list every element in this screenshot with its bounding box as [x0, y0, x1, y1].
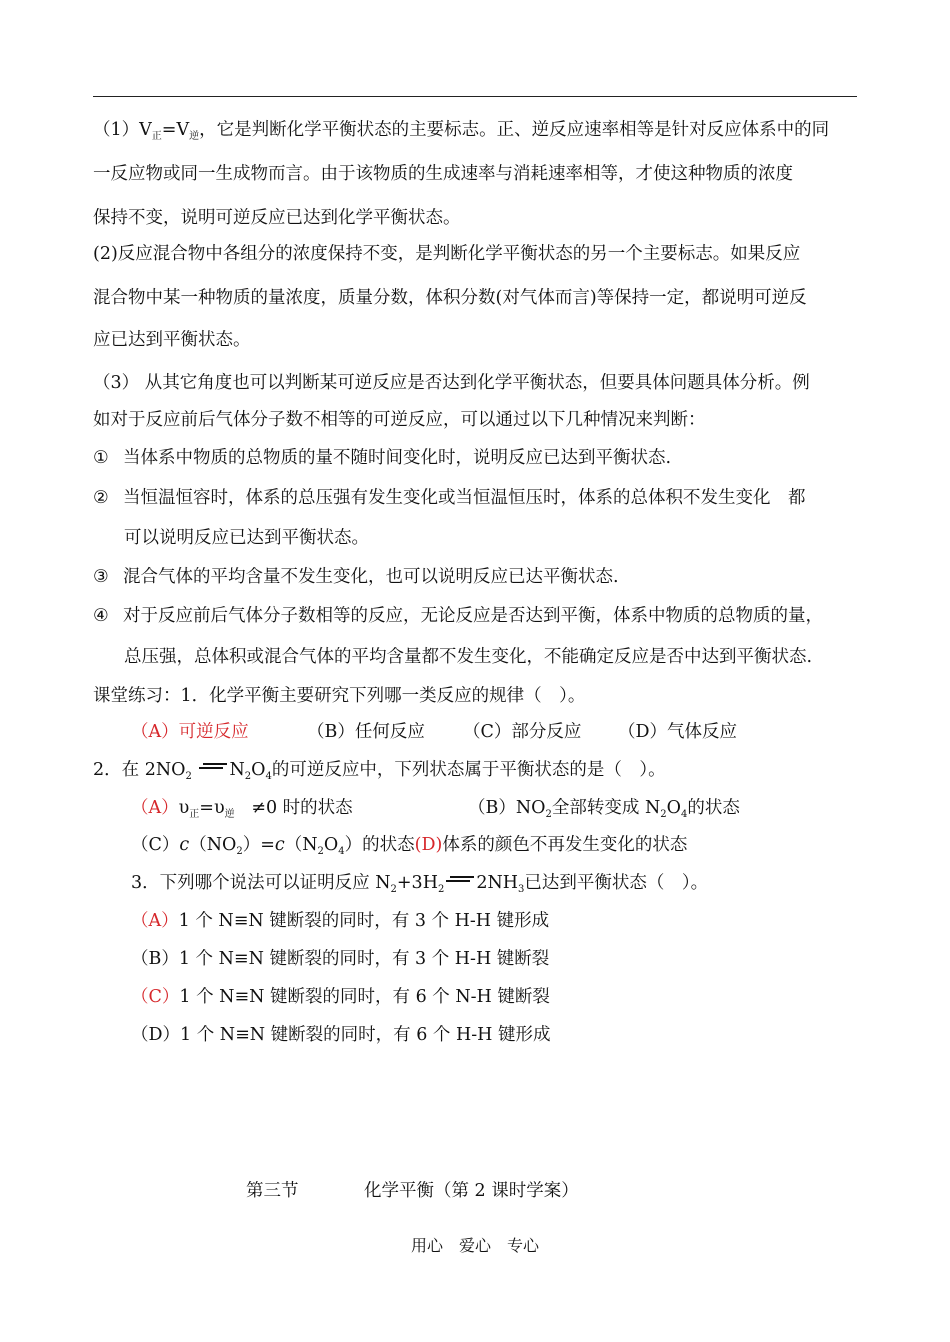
- list-item-3: ③ 混合气体的平均含量不发生变化，也可以说明反应已达平衡状态.: [93, 567, 619, 587]
- page-footer: 用心 爱心 专心: [410, 1236, 539, 1255]
- section-title: 化学平衡（第 2 课时学案）: [364, 1181, 579, 1201]
- section-label: 第三节: [246, 1181, 299, 1201]
- list-item-1: ① 当体系中物质的总物质的量不随时间变化时，说明反应已达到平衡状态.: [93, 448, 672, 468]
- q2-option-a: $(A)\upsilon_正=\upsilon_逆$ ≠0 时的状态: [131, 798, 353, 820]
- equilibrium-arrow-icon: [199, 761, 227, 771]
- q2-option-c-d: $(C)c(NO_2)=c(N_2O_4)$的状态(D)体系的颜色不再发生变化的状态: [131, 835, 688, 857]
- question-2: 2．在 $2NO_2$ $N_2O_4$的可逆反应中，下列状态属于平衡状态的是（ ）。: [93, 760, 666, 782]
- q3-option-a: （A）1 个 N≡N 键断裂的同时，有 3 个 H-H 键形成: [131, 911, 550, 931]
- q3-option-c: （C）1 个 N≡N 键断裂的同时，有 6 个 N-H 键断裂: [131, 987, 550, 1007]
- q3-option-b: （B）1 个 N≡N 键断裂的同时，有 3 个 H-H 键断裂: [131, 949, 550, 969]
- header-rule: [93, 96, 857, 97]
- q2-option-b: $(B)NO_2$全部转变成 $N_2O_4$的状态: [468, 798, 740, 820]
- list-item-4: ④ 对于反应前后气体分子数相等的反应，无论反应是否达到平衡，体系中物质的总物质的量，: [93, 606, 823, 626]
- para2-line1: (2)反应混合物中各组分的浓度保持不变，是判断化学平衡状态的另一个主要标志。如果反应: [93, 244, 801, 264]
- para2-line3: 应已达到平衡状态。: [93, 330, 251, 350]
- q1-option-a: （A）可逆反应: [131, 722, 249, 742]
- para3-line1: （3） 从其它角度也可以判断某可逆反应是否达到化学平衡状态，但要具体问题具体分析。例: [93, 373, 810, 393]
- para2-line2: 混合物中某一种物质的量浓度，质量分数，体积分数(对气体而言)等保持一定，都说明可逆反: [93, 288, 807, 308]
- para3-line2: 如对于反应前后气体分子数不相等的可逆反应，可以通过以下几种情况来判断：: [93, 410, 706, 430]
- list-item-4-cont: 总压强，总体积或混合气体的平均含量都不发生变化，不能确定反应是否中达到平衡状态.: [124, 647, 813, 667]
- equilibrium-arrow-icon: [446, 874, 474, 884]
- q1-option-d: （D）气体反应: [618, 722, 738, 742]
- q1-option-b: （B）任何反应: [307, 722, 425, 742]
- q1-option-c: （C）部分反应: [463, 722, 582, 742]
- list-item-2-cont: 可以说明反应已达到平衡状态。: [124, 528, 369, 548]
- question-1: 课堂练习：1．化学平衡主要研究下列哪一类反应的规律（ ）。: [93, 686, 586, 706]
- question-3: 3．下列哪个说法可以证明反应 $N_2+3H_2$ $2NH_3$已达到平衡状态（ ）。: [131, 873, 709, 895]
- q3-option-d: （D）1 个 N≡N 键断裂的同时，有 6 个 H-H 键形成: [131, 1025, 551, 1045]
- list-item-2: ② 当恒温恒容时，体系的总压强有发生变化或当恒温恒压时，体系的总体积不发生变化 都: [93, 488, 806, 508]
- para1-line3: 保持不变，说明可逆反应已达到化学平衡状态。: [93, 208, 461, 228]
- para1-line1: $(1)V_正=V_逆$，它是判断化学平衡状态的主要标志。正、逆反应速率相等是针对反应体系中的同: [93, 120, 830, 142]
- para1-line2: 一反应物或同一生成物而言。由于该物质的生成速率与消耗速率相等，才使这种物质的浓度: [93, 164, 793, 184]
